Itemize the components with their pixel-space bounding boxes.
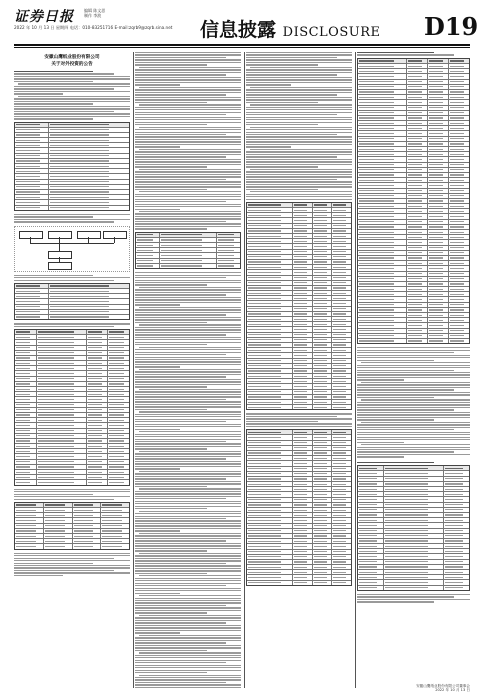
company-name: 安徽山鹰纸业股份有限公司 xyxy=(44,55,100,60)
body-text xyxy=(14,489,130,500)
diagram-box xyxy=(48,231,72,239)
article-title: 关于对外投资的公告 xyxy=(51,62,93,67)
page-number: D19 xyxy=(424,12,479,41)
body-text xyxy=(357,347,470,458)
data-table xyxy=(246,429,352,586)
body-text xyxy=(357,52,470,56)
header-rule-thick xyxy=(14,44,470,46)
diagram-box xyxy=(48,251,72,259)
column-2 xyxy=(135,52,241,688)
data-table xyxy=(357,465,470,591)
body-text xyxy=(14,553,130,577)
signature-date: 2022 年 10 月 13 日 xyxy=(435,688,470,693)
body-text xyxy=(357,462,470,463)
ownership-diagram xyxy=(14,226,130,272)
data-table xyxy=(246,202,352,411)
diagram-box xyxy=(48,262,72,270)
header-rule-thin xyxy=(14,47,470,48)
column-4 xyxy=(357,52,470,688)
signature-company: 安徽山鹰纸业股份有限公司董事会 xyxy=(416,684,470,688)
body-text xyxy=(135,272,241,688)
editor-credits: 编辑 陈文思 制作 李波 xyxy=(84,8,106,18)
signature-block xyxy=(357,684,470,692)
section-title-en: DISCLOSURE xyxy=(282,25,381,40)
section-title-cn: 信息披露 xyxy=(200,19,277,41)
diagram-box xyxy=(77,231,101,239)
body-text xyxy=(246,413,352,427)
column-3 xyxy=(246,52,352,688)
body-text xyxy=(14,323,130,327)
body-text xyxy=(135,52,241,230)
section-title xyxy=(200,15,380,42)
body-text xyxy=(14,275,130,281)
data-table xyxy=(14,502,130,550)
body-text xyxy=(14,71,130,120)
data-table xyxy=(14,122,130,211)
body-text xyxy=(357,594,470,603)
data-table xyxy=(135,232,241,269)
dateline: 2022 年 10 月 13 日 星期四 电话：010-83251716 E-mail:zqrb9@zqrb.sina.net xyxy=(14,25,173,30)
data-table xyxy=(14,329,130,486)
diagram-box xyxy=(103,231,127,239)
data-table xyxy=(14,283,130,320)
column-1 xyxy=(14,52,130,688)
newspaper-logo: 证券日报 xyxy=(14,9,74,25)
data-table xyxy=(357,58,470,344)
article-title-block xyxy=(14,54,130,67)
body-text xyxy=(14,214,130,223)
masthead xyxy=(0,0,484,46)
body-text xyxy=(246,52,352,200)
diagram-box xyxy=(19,231,43,239)
